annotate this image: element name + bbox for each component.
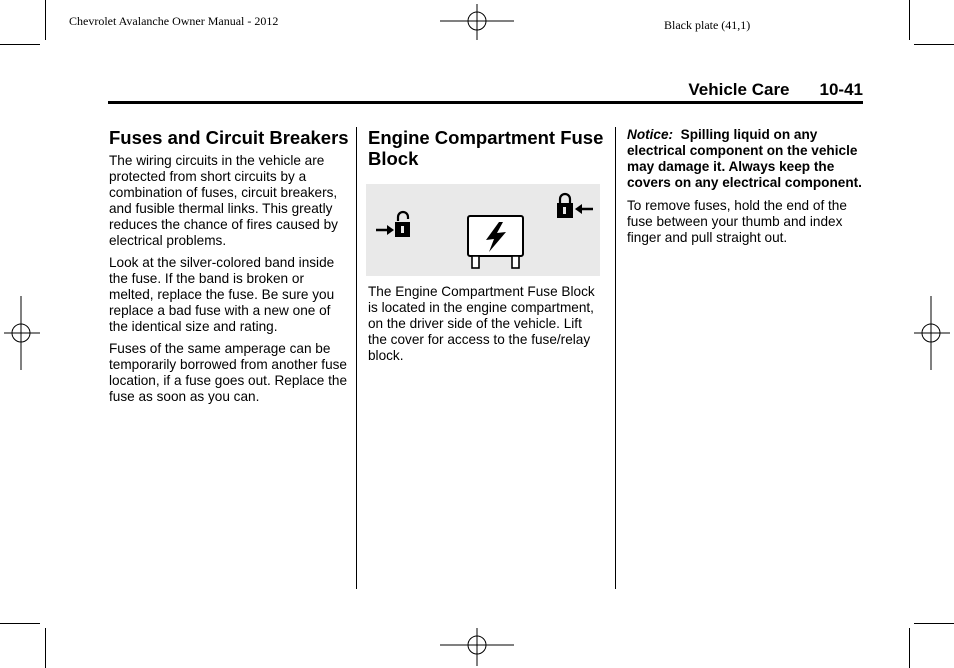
paragraph: Look at the silver-colored band inside the fuse. If the band is broken or melted, replace the fuse. Be sure you replace a bad fuse with a new one of the identical size and rating.: [109, 255, 335, 334]
crop-mark: [45, 628, 46, 668]
column-fuses-and-circuit-breakers: [109, 127, 349, 411]
crop-mark: [45, 0, 46, 40]
registration-target-bottom: [440, 626, 514, 668]
page-number: 10-41: [819, 80, 863, 99]
section-heading: Fuses and Circuit Breakers: [109, 127, 349, 148]
crop-mark: [909, 0, 910, 40]
header-rule: [108, 101, 863, 104]
column-divider: [356, 127, 357, 589]
fuse-block-cover-illustration: [366, 184, 600, 276]
arrow-left-icon: [575, 204, 593, 214]
running-head: [688, 80, 863, 100]
registration-target-top: [440, 0, 514, 42]
lock-closed-icon: [557, 194, 573, 218]
notice-label: Notice:: [627, 127, 674, 142]
section-title: Vehicle Care: [688, 80, 790, 99]
crop-mark: [914, 44, 954, 45]
notice-block: [627, 127, 863, 191]
plate-label: Black plate (41,1): [664, 18, 751, 32]
column-divider: [615, 127, 616, 589]
notice-text: Spilling liquid on any electrical component on the vehicle may damage it. Always keep the covers on any electrical component.: [627, 127, 862, 190]
registration-target-right: [912, 296, 954, 370]
paragraph: The wiring circuits in the vehicle are protected from short circuits by a combination of fuses, circuit breakers, and fusible thermal links. This greatly reduces the chance of fires caused by electrical problems.: [109, 153, 338, 248]
paragraph: To remove fuses, hold the end of the fuse between your thumb and index finger and pull straight out.: [627, 198, 847, 245]
column-notice: [627, 127, 863, 252]
book-title: Chevrolet Avalanche Owner Manual - 2012: [69, 14, 279, 28]
registration-target-left: [0, 296, 42, 370]
crop-mark: [0, 623, 40, 624]
arrow-right-icon: [376, 225, 394, 235]
paragraph: The Engine Compartment Fuse Block is located in the engine compartment, on the driver side of the vehicle. Lift the cover for access to the fuse/relay block.: [368, 284, 595, 363]
section-heading: Engine Compartment Fuse Block: [368, 127, 604, 169]
lock-open-icon: [395, 212, 410, 237]
crop-mark: [0, 44, 40, 45]
crop-mark: [914, 623, 954, 624]
paragraph: Fuses of the same amperage can be temporarily borrowed from another fuse location, if a fuse goes out. Replace the fuse as soon as you can.: [109, 341, 348, 404]
fuse-bolt-icon: [468, 216, 523, 268]
column-engine-compartment-fuse-block: [368, 127, 604, 370]
crop-mark: [909, 628, 910, 668]
